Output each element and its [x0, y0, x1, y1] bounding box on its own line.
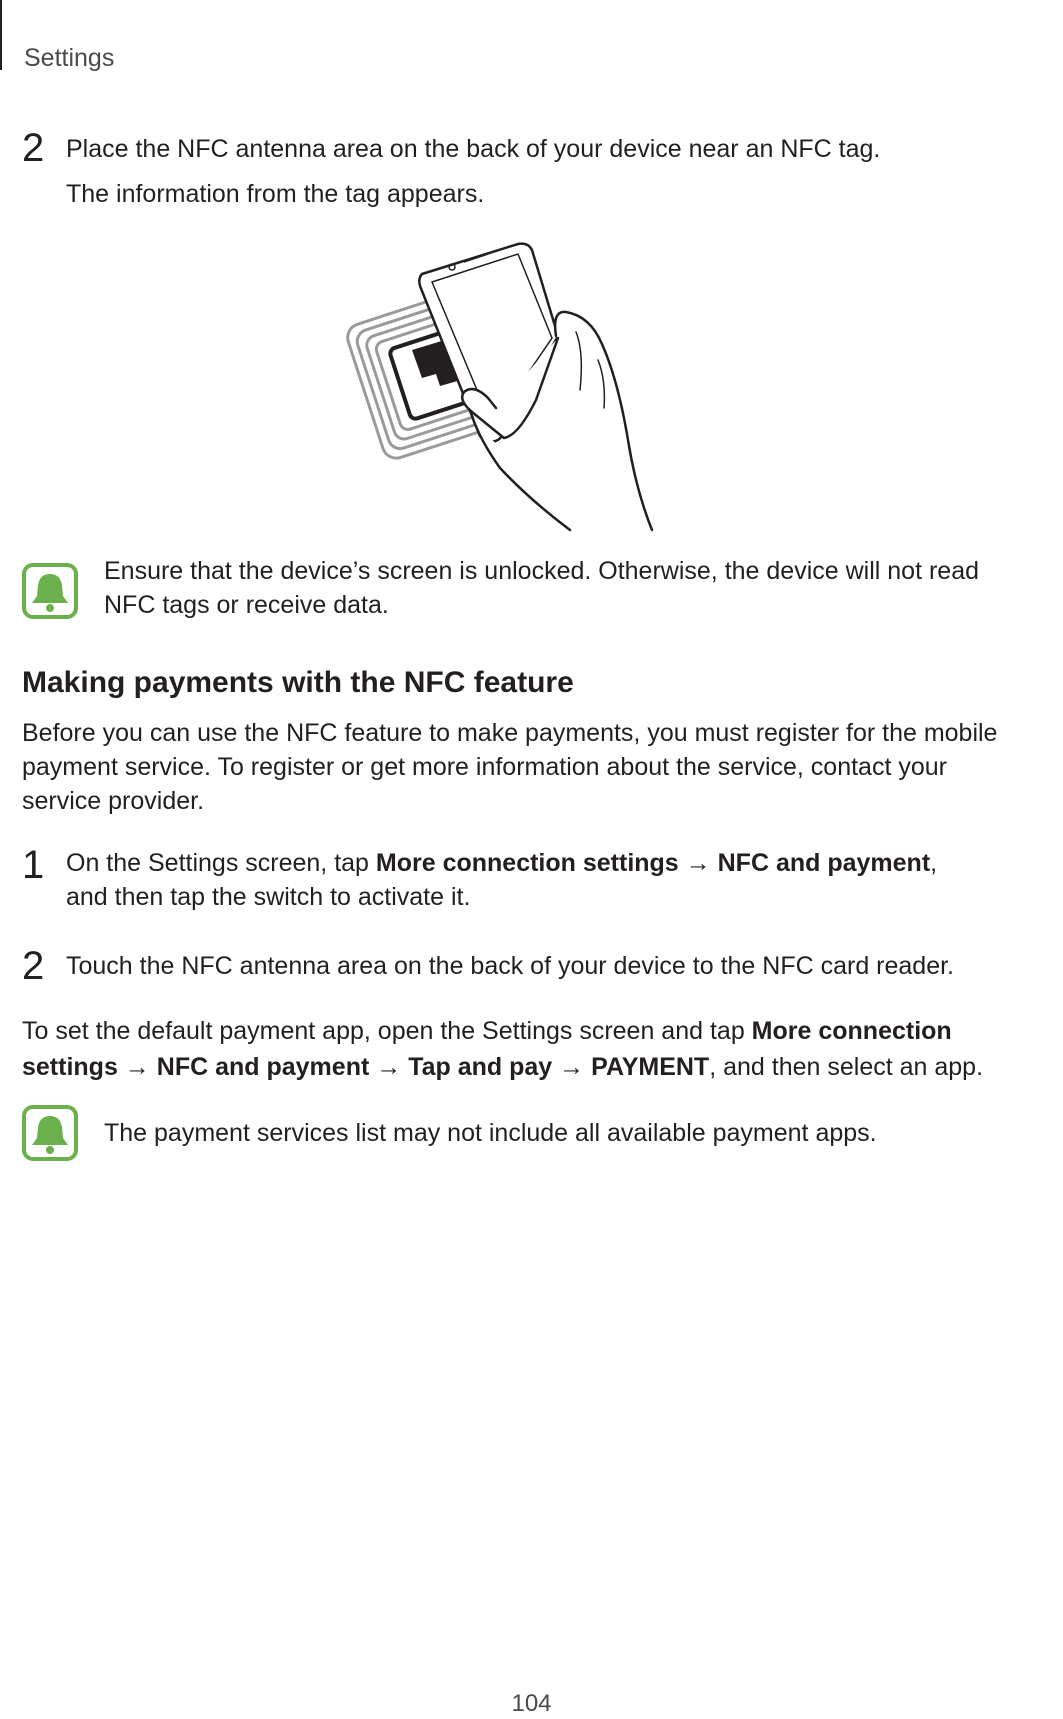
arrow: → — [678, 849, 718, 877]
bell-note-icon — [22, 1105, 78, 1161]
paragraph-part: , and then select an app. — [709, 1053, 984, 1081]
menu-path-more-connection-settings: More connection settings — [22, 1017, 952, 1081]
bell-note-icon — [22, 563, 78, 619]
nfc-illustration — [340, 240, 680, 540]
step-number: 1 — [22, 843, 45, 887]
step-text-part: On the Settings screen, tap — [66, 849, 376, 877]
menu-path-nfc-and-payment: NFC and payment — [717, 849, 931, 877]
paragraph-part: To set the default payment app, open the Settings screen and tap — [22, 1017, 752, 1045]
step-text-part: , and then tap the switch to activate it. — [66, 849, 938, 911]
arrow: → — [369, 1053, 409, 1081]
step-text: Touch the NFC antenna area on the back of your device to the NFC card reader. — [66, 952, 955, 980]
step-result-text: The information from the tag appears. — [66, 180, 485, 208]
step-text — [66, 846, 966, 914]
intro-paragraph: Before you can use the NFC feature to make payments, you must register for the mobile payment service. To register or get more information about the service, contact your service provider. — [22, 719, 998, 815]
page-number: 104 — [511, 1690, 552, 1717]
section-label: Settings — [24, 44, 115, 72]
arrow: → — [117, 1053, 157, 1081]
step-number: 2 — [22, 126, 45, 170]
menu-path-more-connection-settings: More connection settings — [375, 849, 679, 877]
default-app-paragraph — [22, 1013, 1022, 1085]
step-text: Place the NFC antenna area on the back of your device near an NFC tag. — [66, 135, 881, 163]
menu-path-nfc-and-payment: NFC and payment — [156, 1053, 370, 1081]
note-text: The payment services list may not include all available payment apps. — [104, 1119, 877, 1147]
page-edge-line — [0, 0, 2, 70]
section-heading: Making payments with the NFC feature — [22, 666, 574, 699]
note-text: Ensure that the device’s screen is unlocked. Otherwise, the device will not read NFC tags or receive data. — [104, 557, 979, 619]
arrow: → — [552, 1053, 592, 1081]
step-number: 2 — [22, 944, 45, 988]
menu-path-payment: PAYMENT — [591, 1053, 710, 1081]
menu-path-tap-and-pay: Tap and pay — [408, 1053, 553, 1081]
